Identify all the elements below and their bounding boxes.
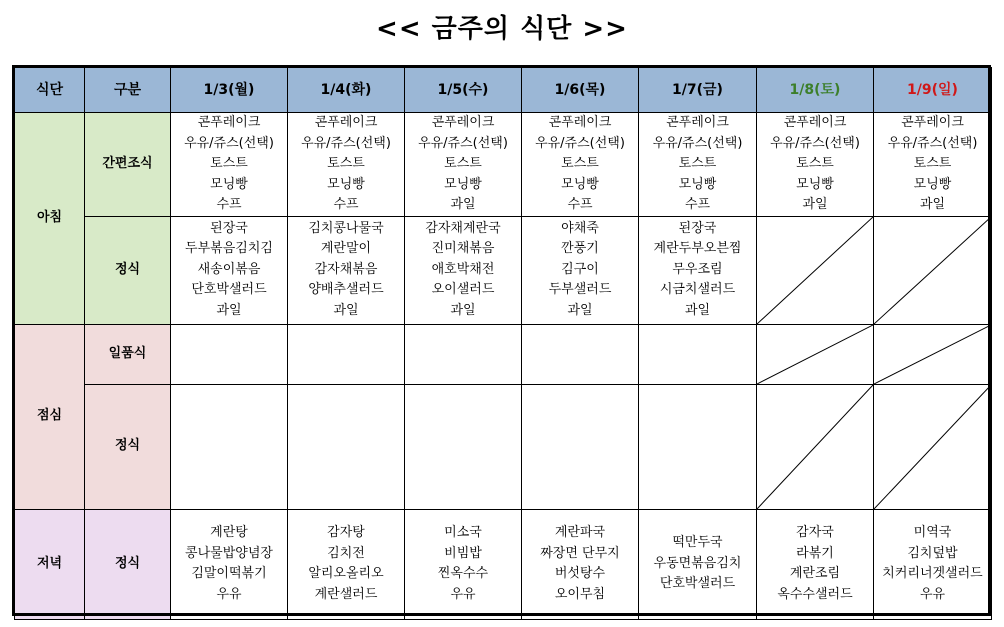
menu-item: 라볶기	[796, 545, 834, 561]
menu-item: 콘푸레이크	[901, 115, 964, 130]
menu-item: 치커리너겟샐러드	[882, 566, 983, 581]
header-category: 구분	[85, 68, 171, 113]
menu-item: 콘푸레이크	[197, 115, 261, 130]
menu-item: 토스트	[210, 156, 248, 171]
menu-item: 토스트	[796, 156, 834, 171]
category-label-regular-dinner: 정식	[85, 509, 171, 619]
meal-label-dinner: 저녁	[15, 509, 85, 619]
menu-item: 과일	[802, 197, 828, 212]
menu-item: 오이샐러드	[431, 282, 495, 298]
menu-item: 우동면볶음김치	[653, 555, 742, 571]
menu-item: 우유	[919, 586, 946, 602]
menu-item: 단호박샐러드	[659, 576, 736, 592]
menu-item: 과일	[450, 197, 476, 212]
menu-item: 시금치샐러드	[659, 282, 736, 298]
menu-item: 계란샐러드	[314, 586, 378, 602]
menu-item: 두부볶음김치김	[185, 241, 273, 257]
menu-item: 야채죽	[561, 220, 599, 236]
menu-item: 비빔밥	[444, 545, 482, 561]
menu-item: 우유	[216, 586, 242, 602]
menu-item: 감자채계란국	[425, 220, 501, 236]
menu-item: 우유/쥬스(선택)	[184, 135, 274, 151]
menu-item: 애호박채전	[431, 261, 495, 277]
menu-item: 깐풍기	[561, 241, 599, 257]
header-meal: 식단	[15, 68, 85, 113]
header-day-wed: 1/5(수)	[405, 68, 522, 113]
meal-label-lunch: 점심	[15, 324, 85, 509]
menu-item: 우유/쥬스(선택)	[770, 135, 860, 151]
menu-item: 모닝빵	[796, 176, 834, 192]
header-day-sat: 1/8(토)	[757, 68, 874, 113]
menu-item: 김말이떡볶기	[191, 566, 267, 581]
menu-item: 모닝빵	[210, 176, 248, 192]
menu-item: 수프	[333, 197, 359, 212]
menu-item: 우유/쥬스(선택)	[887, 135, 978, 151]
header-day-sun: 1/9(일)	[874, 68, 992, 113]
menu-item: 버섯탕수	[554, 566, 606, 581]
menu-item: 과일	[919, 197, 946, 212]
menu-item: 콘푸레이크	[783, 115, 847, 130]
menu-item: 김치콩나물국	[308, 220, 384, 236]
menu-item: 김구이	[561, 261, 599, 277]
menu-item: 우유	[450, 586, 476, 602]
menu-item: 과일	[216, 302, 242, 318]
menu-item: 미소국	[444, 525, 482, 540]
menu-item: 무우조림	[672, 261, 723, 277]
page-title: << 금주의 식단 >>	[376, 14, 628, 44]
menu-item: 진미채볶음	[431, 241, 495, 257]
menu-item: 계란말이	[320, 241, 372, 257]
menu-item: 수프	[567, 197, 593, 212]
menu-item: 과일	[450, 302, 476, 318]
menu-item: 토스트	[327, 156, 365, 171]
menu-item: 토스트	[678, 156, 717, 171]
menu-item: 콘푸레이크	[314, 115, 378, 130]
header-day-fri: 1/7(금)	[639, 68, 757, 113]
menu-item: 계란탕	[210, 525, 248, 540]
menu-item: 수프	[684, 197, 711, 212]
menu-item: 과일	[567, 302, 593, 318]
menu-item: 감자채볶음	[314, 261, 378, 277]
menu-item: 콘푸레이크	[666, 115, 729, 130]
header-day-tue: 1/4(화)	[288, 68, 405, 113]
menu-item: 토스트	[913, 156, 952, 171]
menu-item: 콘푸레이크	[431, 115, 495, 130]
menu-item: 모닝빵	[678, 176, 717, 192]
menu-item: 짜장면 단무지	[540, 545, 620, 561]
menu-item: 단호박샐러드	[191, 282, 267, 298]
header-day-thu: 1/6(목)	[522, 68, 639, 113]
menu-item: 옥수수샐러드	[777, 586, 853, 602]
menu-item: 과일	[333, 302, 359, 318]
menu-item: 콩나물밥양념장	[185, 545, 273, 561]
menu-item: 모닝빵	[561, 176, 599, 192]
menu-item: 감자국	[796, 525, 834, 540]
menu-item: 수프	[216, 197, 242, 212]
menu-item: 새송이볶음	[197, 261, 261, 277]
menu-item: 계란두부오븐찜	[653, 241, 742, 257]
menu-item: 김치덮밥	[907, 545, 958, 561]
menu-item: 모닝빵	[913, 176, 952, 192]
menu-item: 찐옥수수	[437, 566, 489, 581]
category-label-single-lunch: 일품식	[85, 324, 171, 384]
menu-item: 계란조림	[789, 566, 841, 581]
menu-item: 모닝빵	[327, 176, 365, 192]
menu-item: 모닝빵	[444, 176, 482, 192]
menu-item: 된장국	[210, 220, 248, 236]
category-label-regular-lunch: 정식	[85, 384, 171, 509]
category-label-simple-breakfast: 간편조식	[85, 113, 171, 217]
category-label-regular-breakfast: 정식	[85, 216, 171, 324]
menu-item: 두부샐러드	[548, 282, 612, 298]
table-outer-border	[12, 65, 991, 616]
menu-item: 김치전	[327, 545, 365, 561]
menu-item: 우유/쥬스(선택)	[652, 135, 743, 151]
menu-item: 오이무침	[554, 586, 606, 602]
meal-label-breakfast: 아침	[15, 113, 85, 325]
menu-item: 떡만두국	[672, 535, 723, 551]
menu-item: 우유/쥬스(선택)	[418, 135, 508, 151]
menu-item: 토스트	[444, 156, 482, 171]
menu-item: 콘푸레이크	[548, 115, 612, 130]
menu-item: 감자탕	[327, 525, 365, 540]
menu-item: 토스트	[561, 156, 599, 171]
menu-item: 우유/쥬스(선택)	[301, 135, 391, 151]
menu-item: 우유/쥬스(선택)	[535, 135, 625, 151]
menu-item: 된장국	[678, 220, 717, 236]
menu-item: 계란파국	[554, 525, 606, 540]
header-day-mon: 1/3(월)	[171, 68, 288, 113]
menu-item: 미역국	[913, 525, 952, 540]
menu-item: 양배추샐러드	[308, 282, 384, 298]
menu-item: 과일	[684, 302, 711, 318]
menu-item: 알리오올리오	[308, 566, 384, 581]
